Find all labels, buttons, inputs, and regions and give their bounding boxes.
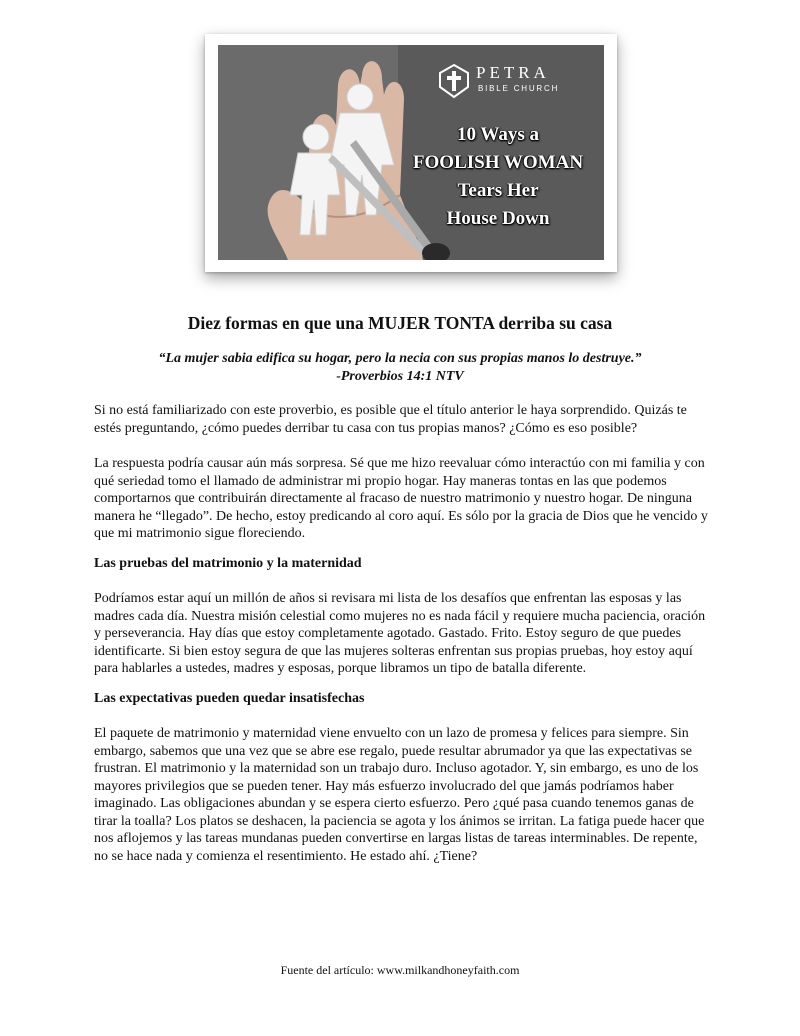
article-source: Fuente del artículo: www.milkandhoneyfaith.com [280, 963, 520, 977]
section-heading-2: Las expectativas pueden quedar insatisfechas [94, 691, 365, 706]
logo-subtitle: BIBLE CHURCH [478, 84, 560, 93]
hero-title-line: 10 Ways a [456, 124, 539, 145]
hero-image [218, 45, 604, 260]
hero-title [398, 121, 598, 233]
church-logo [440, 63, 600, 103]
paragraph-2: La respuesta podría causar aún más sorpresa. Sé que me hizo reevaluar cómo interactúo con mi familia y con qué seriedad tomo el llamado de administrar mi propio hogar. Hay maneras tontas en las que podemos comportarnos que contribuirán directamente al fracaso de nuestro matrimonio y nuestro hogar. De ninguna manera he “llegado”. De hecho, estoy predicando al coro aquí. Es sólo por la gracia de Dios que he vencido y que mi matrimonio sigue floreciendo. [94, 456, 708, 541]
paragraph-3: Podríamos estar aquí un millón de años si revisara mi lista de los desafíos que enfrentan las esposas y las madres cada día. Nuestra misión celestial como mujeres no es nada fácil y requiere mucha paciencia, oración y perseverancia. Hay días que estoy completamente agotado. Gastado. Frito. Estoy seguro de que puedes identificarte. Si bien estoy segura de que las mujeres solteras enfrentan sus propias pruebas, hoy estoy aquí para hablarles a ustedes, madres y esposas, porque libramos un tipo de batalla diferente. [94, 591, 706, 676]
logo-name: PETRA [476, 63, 550, 82]
hero-image-frame [205, 34, 617, 272]
hero-title-line: FOOLISH WOMAN [412, 152, 584, 173]
paragraph-1: Si no está familiarizado con este proverbio, es posible que el título anterior le haya sorprendido. Quizás te estés preguntando, ¿cómo puedes derribar tu casa con tus propias manos? ¿Cómo es eso posible? [94, 403, 687, 436]
article-title: Diez formas en que una MUJER TONTA derriba su casa [187, 313, 613, 333]
scripture-quote [100, 350, 700, 386]
paragraph-4: El paquete de matrimonio y maternidad viene envuelto con un lazo de promesa y felices para siempre. Sin embargo, sabemos que una vez que se abre ese regalo, puede resultar abrumador ya que las expectativas se frustran. El matrimonio y la maternidad son un trabajo duro. Incluso agotador. Y, sin embargo, es uno de los mayores privilegios que se pueden tener. Hay más esfuerzo involucrado del que jamás podríamos haber imaginado. Las obligaciones abundan y se espera cierto esfuerzo. Pero ¿qué pasa cuando tenemos ganas de tirar la toalla? Los platos se deshacen, la paciencia se agota y los ánimos se irritan. La fatiga puede hacer que nos aflojemos y las tareas mundanas pueden convertirse en largas listas de tareas interminables. De repente, no se hace nada y comienza el resentimiento. He estado ahí. ¿Tiene? [94, 726, 705, 864]
hero-title-line: House Down [446, 208, 550, 229]
section-heading-1: Las pruebas del matrimonio y la maternidad [94, 556, 362, 571]
hero-title-line: Tears Her [457, 180, 539, 201]
quote-reference: -Proverbios 14:1 NTV [336, 369, 464, 384]
quote-text: “La mujer sabia edifica su hogar, pero la necia con sus propias manos lo destruye.” [158, 351, 642, 366]
